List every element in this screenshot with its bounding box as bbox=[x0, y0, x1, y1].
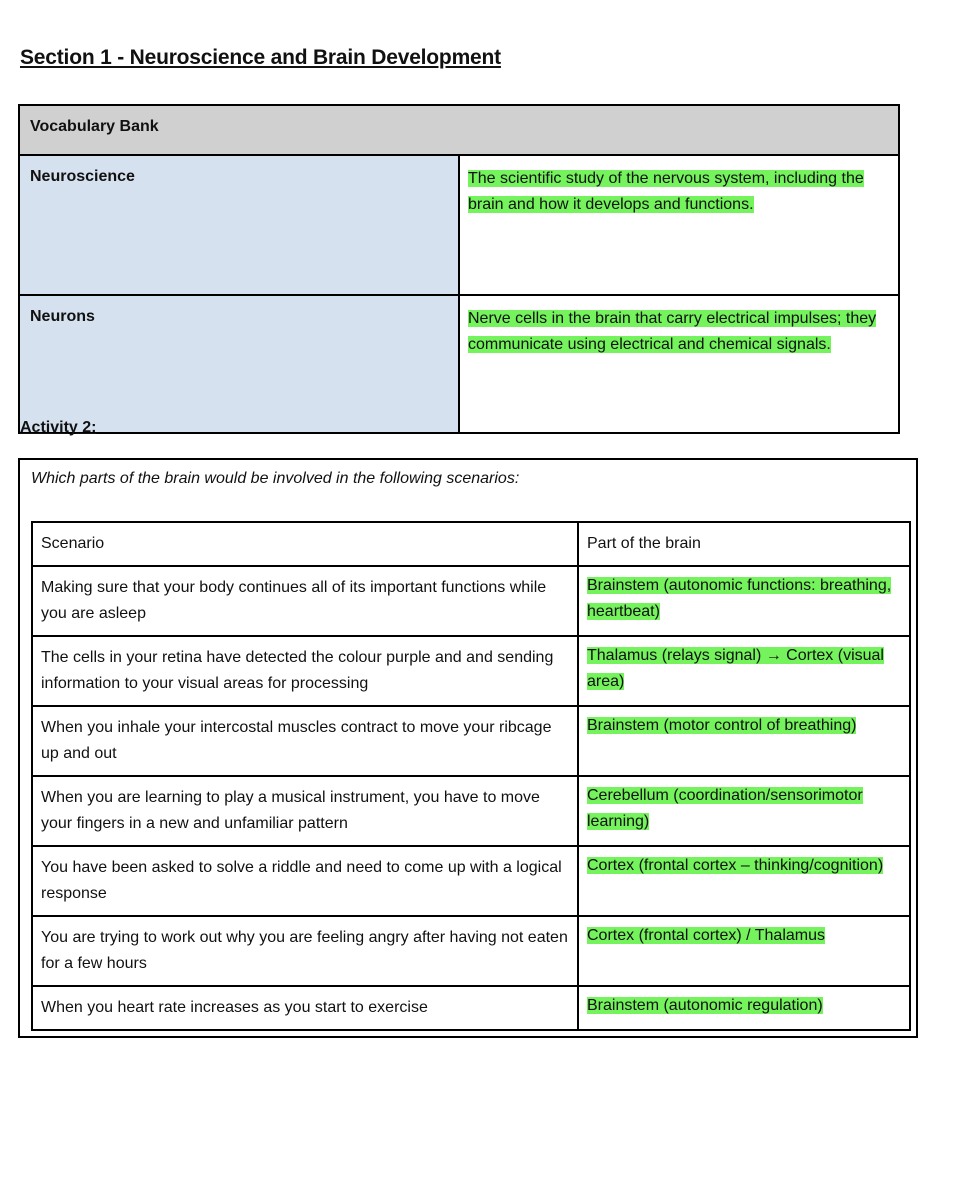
scenario-row bbox=[32, 916, 910, 986]
scenario-row bbox=[32, 566, 910, 636]
scenario-cell: When you inhale your intercostal muscles contract to move your ribcage up and out bbox=[32, 706, 578, 776]
scenario-row bbox=[32, 776, 910, 846]
vocabulary-definition-cell bbox=[459, 155, 899, 295]
scenario-cell: When you heart rate increases as you start to exercise bbox=[32, 986, 578, 1030]
scenario-header-row bbox=[32, 522, 910, 566]
answer-text: Cortex (frontal cortex) / Thalamus bbox=[587, 927, 826, 944]
section-title: Section 1 - Neuroscience and Brain Development bbox=[20, 46, 501, 69]
vocabulary-header: Vocabulary Bank bbox=[19, 105, 899, 155]
column-header-brain-part: Part of the brain bbox=[578, 522, 910, 566]
answer-text: Thalamus (relays signal) → Cortex (visual area) bbox=[587, 647, 884, 690]
vocabulary-term: Neurons bbox=[19, 295, 459, 433]
column-header-scenario: Scenario bbox=[32, 522, 578, 566]
scenario-cell: When you are learning to play a musical instrument, you have to move your fingers in a new and unfamiliar pattern bbox=[32, 776, 578, 846]
vocabulary-definition: The scientific study of the nervous system, including the brain and how it develops and functions. bbox=[468, 170, 864, 213]
vocabulary-term: Neuroscience bbox=[19, 155, 459, 295]
scenario-cell: You are trying to work out why you are feeling angry after having not eaten for a few hours bbox=[32, 916, 578, 986]
answer-text: Cortex (frontal cortex – thinking/cognition) bbox=[587, 857, 884, 874]
answer-text: Brainstem (motor control of breathing) bbox=[587, 717, 857, 734]
scenario-table bbox=[31, 521, 911, 1031]
scenario-row bbox=[32, 846, 910, 916]
activity-instruction: Which parts of the brain would be involved in the following scenarios: bbox=[31, 470, 520, 487]
answer-cell bbox=[578, 636, 910, 706]
activity-title: Activity 2: bbox=[20, 419, 97, 436]
answer-cell bbox=[578, 916, 910, 986]
answer-text: Cerebellum (coordination/sensorimotor learning) bbox=[587, 787, 863, 830]
activity-box bbox=[18, 458, 918, 1038]
scenario-row bbox=[32, 986, 910, 1030]
scenario-row bbox=[32, 706, 910, 776]
answer-cell bbox=[578, 986, 910, 1030]
vocabulary-definition-cell bbox=[459, 295, 899, 433]
vocabulary-row bbox=[19, 295, 899, 433]
answer-cell bbox=[578, 566, 910, 636]
answer-cell bbox=[578, 846, 910, 916]
vocabulary-table bbox=[18, 104, 900, 434]
scenario-cell: You have been asked to solve a riddle and need to come up with a logical response bbox=[32, 846, 578, 916]
scenario-row bbox=[32, 636, 910, 706]
answer-text: Brainstem (autonomic functions: breathing, heartbeat) bbox=[587, 577, 892, 620]
vocabulary-row bbox=[19, 155, 899, 295]
scenario-cell: Making sure that your body continues all of its important functions while you are asleep bbox=[32, 566, 578, 636]
scenario-cell: The cells in your retina have detected the colour purple and and sending information to your visual areas for processing bbox=[32, 636, 578, 706]
answer-cell bbox=[578, 706, 910, 776]
answer-text: Brainstem (autonomic regulation) bbox=[587, 997, 823, 1014]
answer-cell bbox=[578, 776, 910, 846]
vocabulary-definition: Nerve cells in the brain that carry electrical impulses; they communicate using electrical and chemical signals. bbox=[468, 310, 877, 353]
